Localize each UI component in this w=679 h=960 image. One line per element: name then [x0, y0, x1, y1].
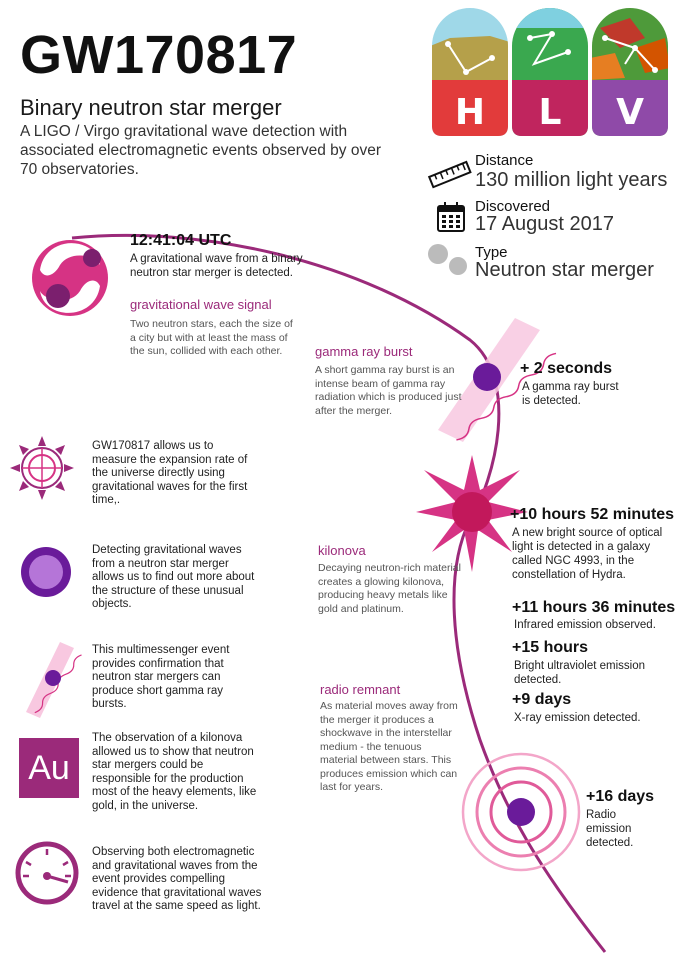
timeline-desc-6: Radio emission detected. [586, 809, 634, 849]
detector-letter-h: H [454, 92, 486, 133]
intro-text: A LIGO / Virgo gravitational wave detection with associated electromagnetic events observed by over 70 observatories. [20, 123, 382, 178]
timeline-desc-0: A gravitational wave from a binary neutron star merger is detected. [130, 253, 303, 279]
fact-type-value: Neutron star merger [475, 259, 654, 281]
event-title-gw-signal: gravitational wave signal [130, 297, 272, 312]
timeline-time-0: 12:41:04 UTC [130, 232, 232, 249]
event-title-grb: gamma ray burst [315, 344, 413, 359]
fact-distance-value: 130 million light years [475, 169, 668, 191]
event-title-radio-remnant: radio remnant [320, 682, 401, 697]
finding-text-1: Detecting gravitational waves from a neutron star merger allows us to find out more about the structure of these unusual objects. [92, 544, 255, 610]
gold-icon: Au [19, 738, 79, 798]
event-body-gw-signal: Two neutron stars, each the size of a city but with at least the mass of the sun, collided with each other. [130, 318, 293, 357]
timeline-time-5: +9 days [512, 691, 572, 708]
finding-text-0: GW170817 allows us to measure the expansion rate of the universe directly using gravitational waves for the first time,. [92, 440, 248, 506]
detector-letter-l: L [538, 92, 562, 133]
detector-letter-v: V [616, 92, 644, 133]
timeline-desc-3: Infrared emission observed. [514, 619, 656, 631]
event-body-kilonova: Decaying neutron-rich material creates a glowing kilonova, producing heavy metals like gold and platinum. [318, 562, 461, 615]
neutron-star-icon [20, 546, 72, 598]
gravitational-wave-swirl-icon [32, 240, 108, 316]
timeline-desc-4: Bright ultraviolet emission detected. [514, 660, 646, 686]
timeline-time-1: + 2 seconds [520, 360, 613, 377]
finding-text-3: The observation of a kilonova allowed us to show that neutron star mergers could be responsible for the production most of the heavy elements, like gold, in the universe. [92, 732, 257, 812]
timeline-time-4: +15 hours [512, 639, 589, 656]
timeline-desc-2: A new bright source of optical light is detected in a galaxy called NGC 4993, in the constellation of Hydra. [512, 527, 663, 581]
radio-remnant-graphic [463, 754, 579, 870]
finding-text-2: This multimessenger event provides confirmation that neutron star mergers can produce short gamma ray bursts. [92, 644, 230, 710]
speedometer-icon [14, 840, 80, 906]
fact-distance-label: Distance [475, 152, 534, 169]
event-title-kilonova: kilonova [318, 543, 366, 558]
timeline-desc-1: A gamma ray burst is detected. [522, 381, 619, 407]
gamma-burst-icon [18, 642, 82, 718]
timeline-time-6: +16 days [586, 788, 655, 805]
finding-text-4: Observing both electromagnetic and gravitational waves from the event provides compelling evidence that gravitational waves travel at the same speed as light. [92, 846, 262, 912]
expansion-icon [10, 436, 74, 500]
fact-discovered-value: 17 August 2017 [475, 213, 615, 235]
fact-discovered-label: Discovered [475, 198, 551, 215]
event-body-radio-remnant: As material moves away from the merger it produces a shockwave in the interstellar medium - the tenuous material between stars. This produces emission which can last for years. [320, 700, 458, 793]
page-title: GW170817 [20, 25, 298, 85]
timeline-desc-5: X-ray emission detected. [514, 712, 641, 724]
timeline-time-3: +11 hours 36 minutes [512, 599, 676, 616]
event-body-grb: A short gamma ray burst is an intense beam of gamma ray radiation which is produced just after the merger. [315, 364, 462, 417]
page-subtitle: Binary neutron star merger [20, 95, 282, 120]
timeline-time-2: +10 hours 52 minutes [510, 506, 675, 523]
fact-type-label: Type [475, 244, 508, 261]
